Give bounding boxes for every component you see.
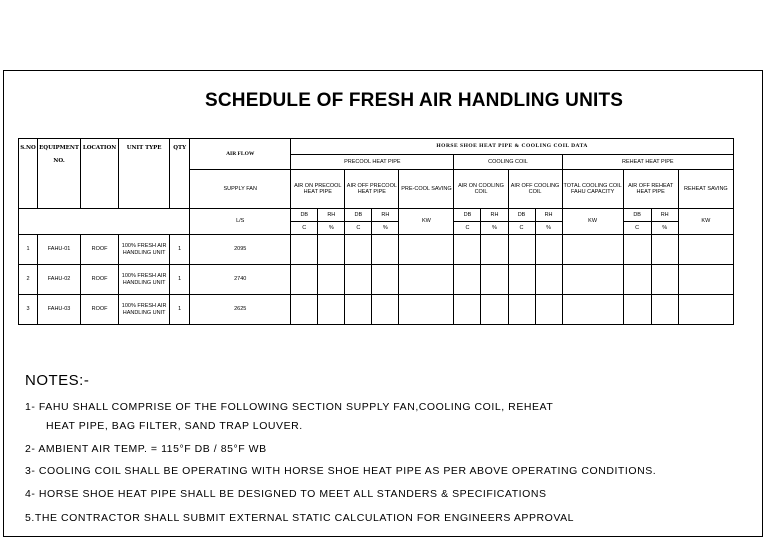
header-total-cooling: TOTAL COOLING COIL FAHU CAPACITY — [562, 170, 623, 209]
cell-air-flow: 2095 — [190, 235, 291, 265]
cell-sno: 3 — [19, 295, 38, 325]
header-air-off-cooling: AIR OFF COOLING COIL — [508, 170, 562, 209]
cell-qty: 1 — [170, 295, 190, 325]
header-blank — [19, 209, 190, 235]
unit-c: C — [291, 222, 318, 235]
unit-pct: % — [372, 222, 399, 235]
cell-sno: 2 — [19, 265, 38, 295]
cell-equipment: FAHU-01 — [38, 235, 81, 265]
note-line: 4- HORSE SHOE HEAT PIPE SHALL BE DESIGNED TO MEET ALL STANDERS & SPECIFICATIONS — [25, 488, 547, 500]
unit-pct: % — [535, 222, 562, 235]
header-air-on-cooling: AIR ON COOLING COIL — [454, 170, 508, 209]
unit-c: C — [454, 222, 481, 235]
unit-rh: RH — [481, 209, 508, 222]
header-precool-heat-pipe: PRECOOL HEAT PIPE — [291, 155, 454, 170]
unit-rh: RH — [535, 209, 562, 222]
cell-unit-type: 100% FRESH AIR HANDLING UNIT — [119, 265, 170, 295]
unit-pct: % — [481, 222, 508, 235]
notes-title: NOTES:- — [25, 372, 90, 389]
cell-air-flow: 2625 — [190, 295, 291, 325]
header-heat-pipe-group: HORSE SHOE HEAT PIPE & COOLING COIL DATA — [291, 139, 734, 155]
unit-kw: KW — [678, 209, 733, 235]
header-equipment-no: NO. — [53, 157, 65, 164]
header-supply-fan: SUPPLY FAN — [190, 170, 291, 209]
cell-qty: 1 — [170, 235, 190, 265]
cell-equipment: FAHU-02 — [38, 265, 81, 295]
table-row — [19, 295, 734, 325]
unit-c: C — [508, 222, 535, 235]
note-line: 1- FAHU SHALL COMPRISE OF THE FOLLOWING SECTION SUPPLY FAN,COOLING COIL, REHEAT — [25, 401, 554, 413]
header-unit-type: UNIT TYPE — [119, 139, 170, 209]
unit-db: DB — [508, 209, 535, 222]
header-precool-saving: PRE-COOL SAVING — [399, 170, 454, 209]
note-line: HEAT PIPE, BAG FILTER, SAND TRAP LOUVER. — [46, 420, 303, 432]
header-air-off-reheat: AIR OFF REHEAT HEAT PIPE — [623, 170, 678, 209]
unit-c: C — [345, 222, 372, 235]
header-ls: L/S — [190, 209, 291, 235]
table-row — [19, 265, 734, 295]
cell-location: ROOF — [81, 235, 119, 265]
header-cooling-coil: COOLING COIL — [454, 155, 562, 170]
schedule-table — [18, 138, 734, 325]
header-qty: QTY — [170, 139, 190, 209]
note-line: 3- COOLING COIL SHALL BE OPERATING WITH HORSE SHOE HEAT PIPE AS PER ABOVE OPERATING CONDITIONS. — [25, 465, 657, 477]
note-line: 5.THE CONTRACTOR SHALL SUBMIT EXTERNAL STATIC CALCULATION FOR ENGINEERS APPROVAL — [25, 512, 575, 524]
unit-pct: % — [651, 222, 678, 235]
header-equipment-label: EQUIPMENT — [39, 145, 79, 151]
cell-qty: 1 — [170, 265, 190, 295]
cell-air-flow: 2740 — [190, 265, 291, 295]
table-row — [19, 235, 734, 265]
unit-db: DB — [345, 209, 372, 222]
unit-db: DB — [623, 209, 651, 222]
unit-db: DB — [291, 209, 318, 222]
unit-rh: RH — [651, 209, 678, 222]
cell-equipment: FAHU-03 — [38, 295, 81, 325]
unit-kw: KW — [399, 209, 454, 235]
header-reheat-heat-pipe: REHEAT HEAT PIPE — [562, 155, 733, 170]
cell-location: ROOF — [81, 295, 119, 325]
unit-db: DB — [454, 209, 481, 222]
unit-rh: RH — [318, 209, 345, 222]
cell-unit-type: 100% FRESH AIR HANDLING UNIT — [119, 295, 170, 325]
unit-pct: % — [318, 222, 345, 235]
cell-location: ROOF — [81, 265, 119, 295]
note-line: 2- AMBIENT AIR TEMP. = 115°F DB / 85°F WB — [25, 443, 267, 455]
header-air-off-precool: AIR OFF PRECOOL HEAT PIPE — [345, 170, 399, 209]
cell-sno: 1 — [19, 235, 38, 265]
header-reheat-saving: REHEAT SAVING — [678, 170, 733, 209]
unit-kw: KW — [562, 209, 623, 235]
header-air-flow: AIR FLOW — [190, 139, 291, 170]
unit-rh: RH — [372, 209, 399, 222]
cell-unit-type: 100% FRESH AIR HANDLING UNIT — [119, 235, 170, 265]
header-sno: S.NO — [19, 139, 38, 209]
header-location: LOCATION — [81, 139, 119, 209]
unit-c: C — [623, 222, 651, 235]
header-equipment — [38, 139, 81, 209]
schedule-title: SCHEDULE OF FRESH AIR HANDLING UNITS — [205, 90, 624, 111]
header-air-on-precool: AIR ON PRECOOL HEAT PIPE — [291, 170, 345, 209]
